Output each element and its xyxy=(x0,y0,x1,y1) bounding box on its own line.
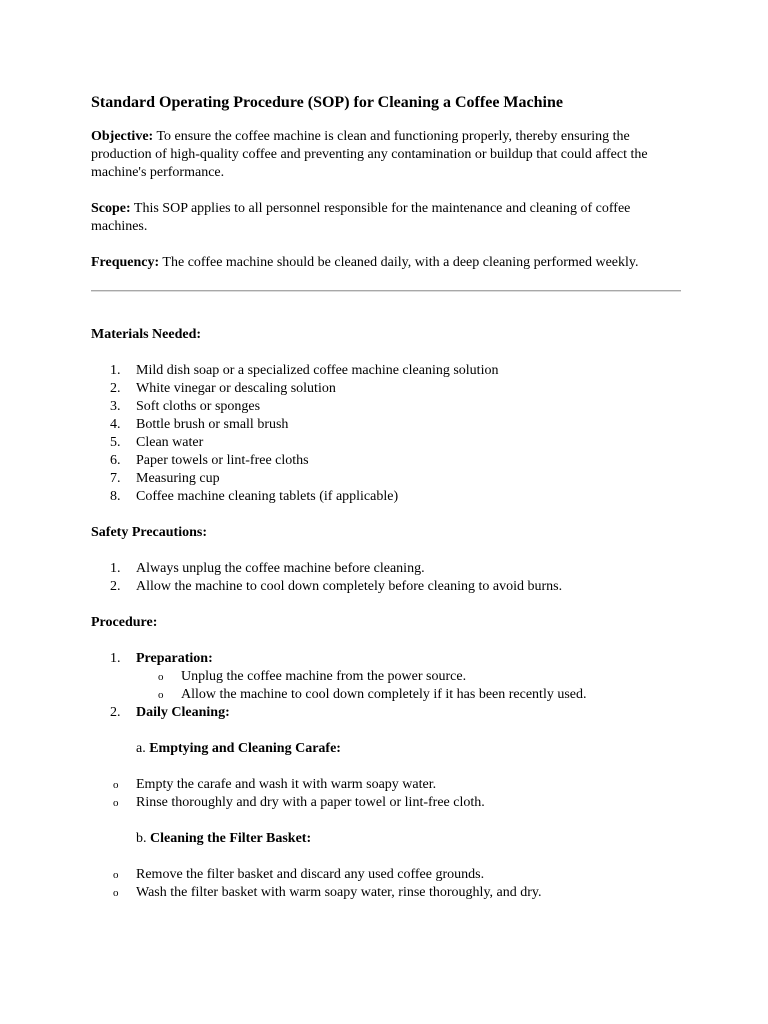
page-title: Standard Operating Procedure (SOP) for Cleaning a Coffee Machine xyxy=(91,94,563,111)
list-item: 4. Bottle brush or small brush xyxy=(110,417,289,432)
frequency-label: Frequency: xyxy=(91,255,160,270)
list-item: 2. White vinegar or descaling solution xyxy=(110,381,336,396)
substep-carafe-heading: a. Emptying and Cleaning Carafe: xyxy=(136,741,341,756)
list-item: 5. Clean water xyxy=(110,435,204,450)
list-item: 2. Allow the machine to cool down completely before cleaning to avoid burns. xyxy=(110,579,563,594)
scope-text: This SOP applies to all personnel responsible for the maintenance and cleaning of coffee machines. xyxy=(91,201,631,234)
frequency-paragraph xyxy=(91,254,681,272)
list-item: 1. Always unplug the coffee machine before cleaning. xyxy=(110,561,425,576)
list-item: 8. Coffee machine cleaning tablets (if applicable) xyxy=(110,489,399,504)
procedure-heading: Procedure: xyxy=(91,615,158,630)
list-item: o Remove the filter basket and discard any used coffee grounds. xyxy=(113,867,485,882)
preparation-bullets xyxy=(136,668,681,704)
list-item: 3. Soft cloths or sponges xyxy=(110,399,261,414)
list-item: 1. Mild dish soap or a specialized coffee machine cleaning solution xyxy=(110,363,499,378)
procedure-step-preparation: 1. Preparation: o Unplug the coffee machine from the power source. o Allow the machine to cool down completely if it has been recently used. xyxy=(91,650,681,704)
objective-text: To ensure the coffee machine is clean and functioning properly, thereby ensuring the production of high-quality coffee and preventing any contamination or buildup that could affect the machine's performance. xyxy=(91,129,648,180)
section-divider xyxy=(91,290,681,292)
scope-label: Scope: xyxy=(91,201,131,216)
list-item: o Rinse thoroughly and dry with a paper towel or lint-free cloth. xyxy=(113,795,485,810)
frequency-text: The coffee machine should be cleaned daily, with a deep cleaning performed weekly. xyxy=(159,255,639,270)
safety-heading: Safety Precautions: xyxy=(91,525,207,540)
objective-label: Objective: xyxy=(91,129,154,144)
list-item: o Wash the filter basket with warm soapy water, rinse thoroughly, and dry. xyxy=(113,885,542,900)
list-item: o Empty the carafe and wash it with warm soapy water. xyxy=(113,777,437,792)
safety-list xyxy=(91,560,681,596)
materials-heading: Materials Needed: xyxy=(91,327,202,342)
materials-list xyxy=(91,362,681,506)
filter-bullets xyxy=(91,866,681,902)
list-item: o Allow the machine to cool down completely if it has been recently used. xyxy=(158,687,587,702)
step-label: Daily Cleaning: xyxy=(136,705,230,720)
carafe-bullets xyxy=(91,776,681,812)
objective-paragraph xyxy=(91,128,681,182)
step-label: Preparation: xyxy=(136,651,213,666)
procedure-list xyxy=(91,650,681,902)
scope-paragraph xyxy=(91,200,681,236)
substep-filter-heading: b. Cleaning the Filter Basket: xyxy=(136,831,312,846)
list-item: 7. Measuring cup xyxy=(110,471,220,486)
list-item: 6. Paper towels or lint-free cloths xyxy=(110,453,309,468)
list-item: o Unplug the coffee machine from the power source. xyxy=(158,669,467,684)
procedure-step-daily-cleaning: 2. Daily Cleaning: a. Emptying and Cleaning Carafe: o Empty the carafe and wash it with warm soapy water. o Rinse thoroughly and dry with a paper towel or lint-free cloth. b. Cleaning the Filter Basket: o Remove the filter basket and discard any used coffee grounds. o Wash the filter basket with warm soapy water, rinse thoroughly, and dry. xyxy=(91,704,681,902)
document-page xyxy=(91,93,681,920)
